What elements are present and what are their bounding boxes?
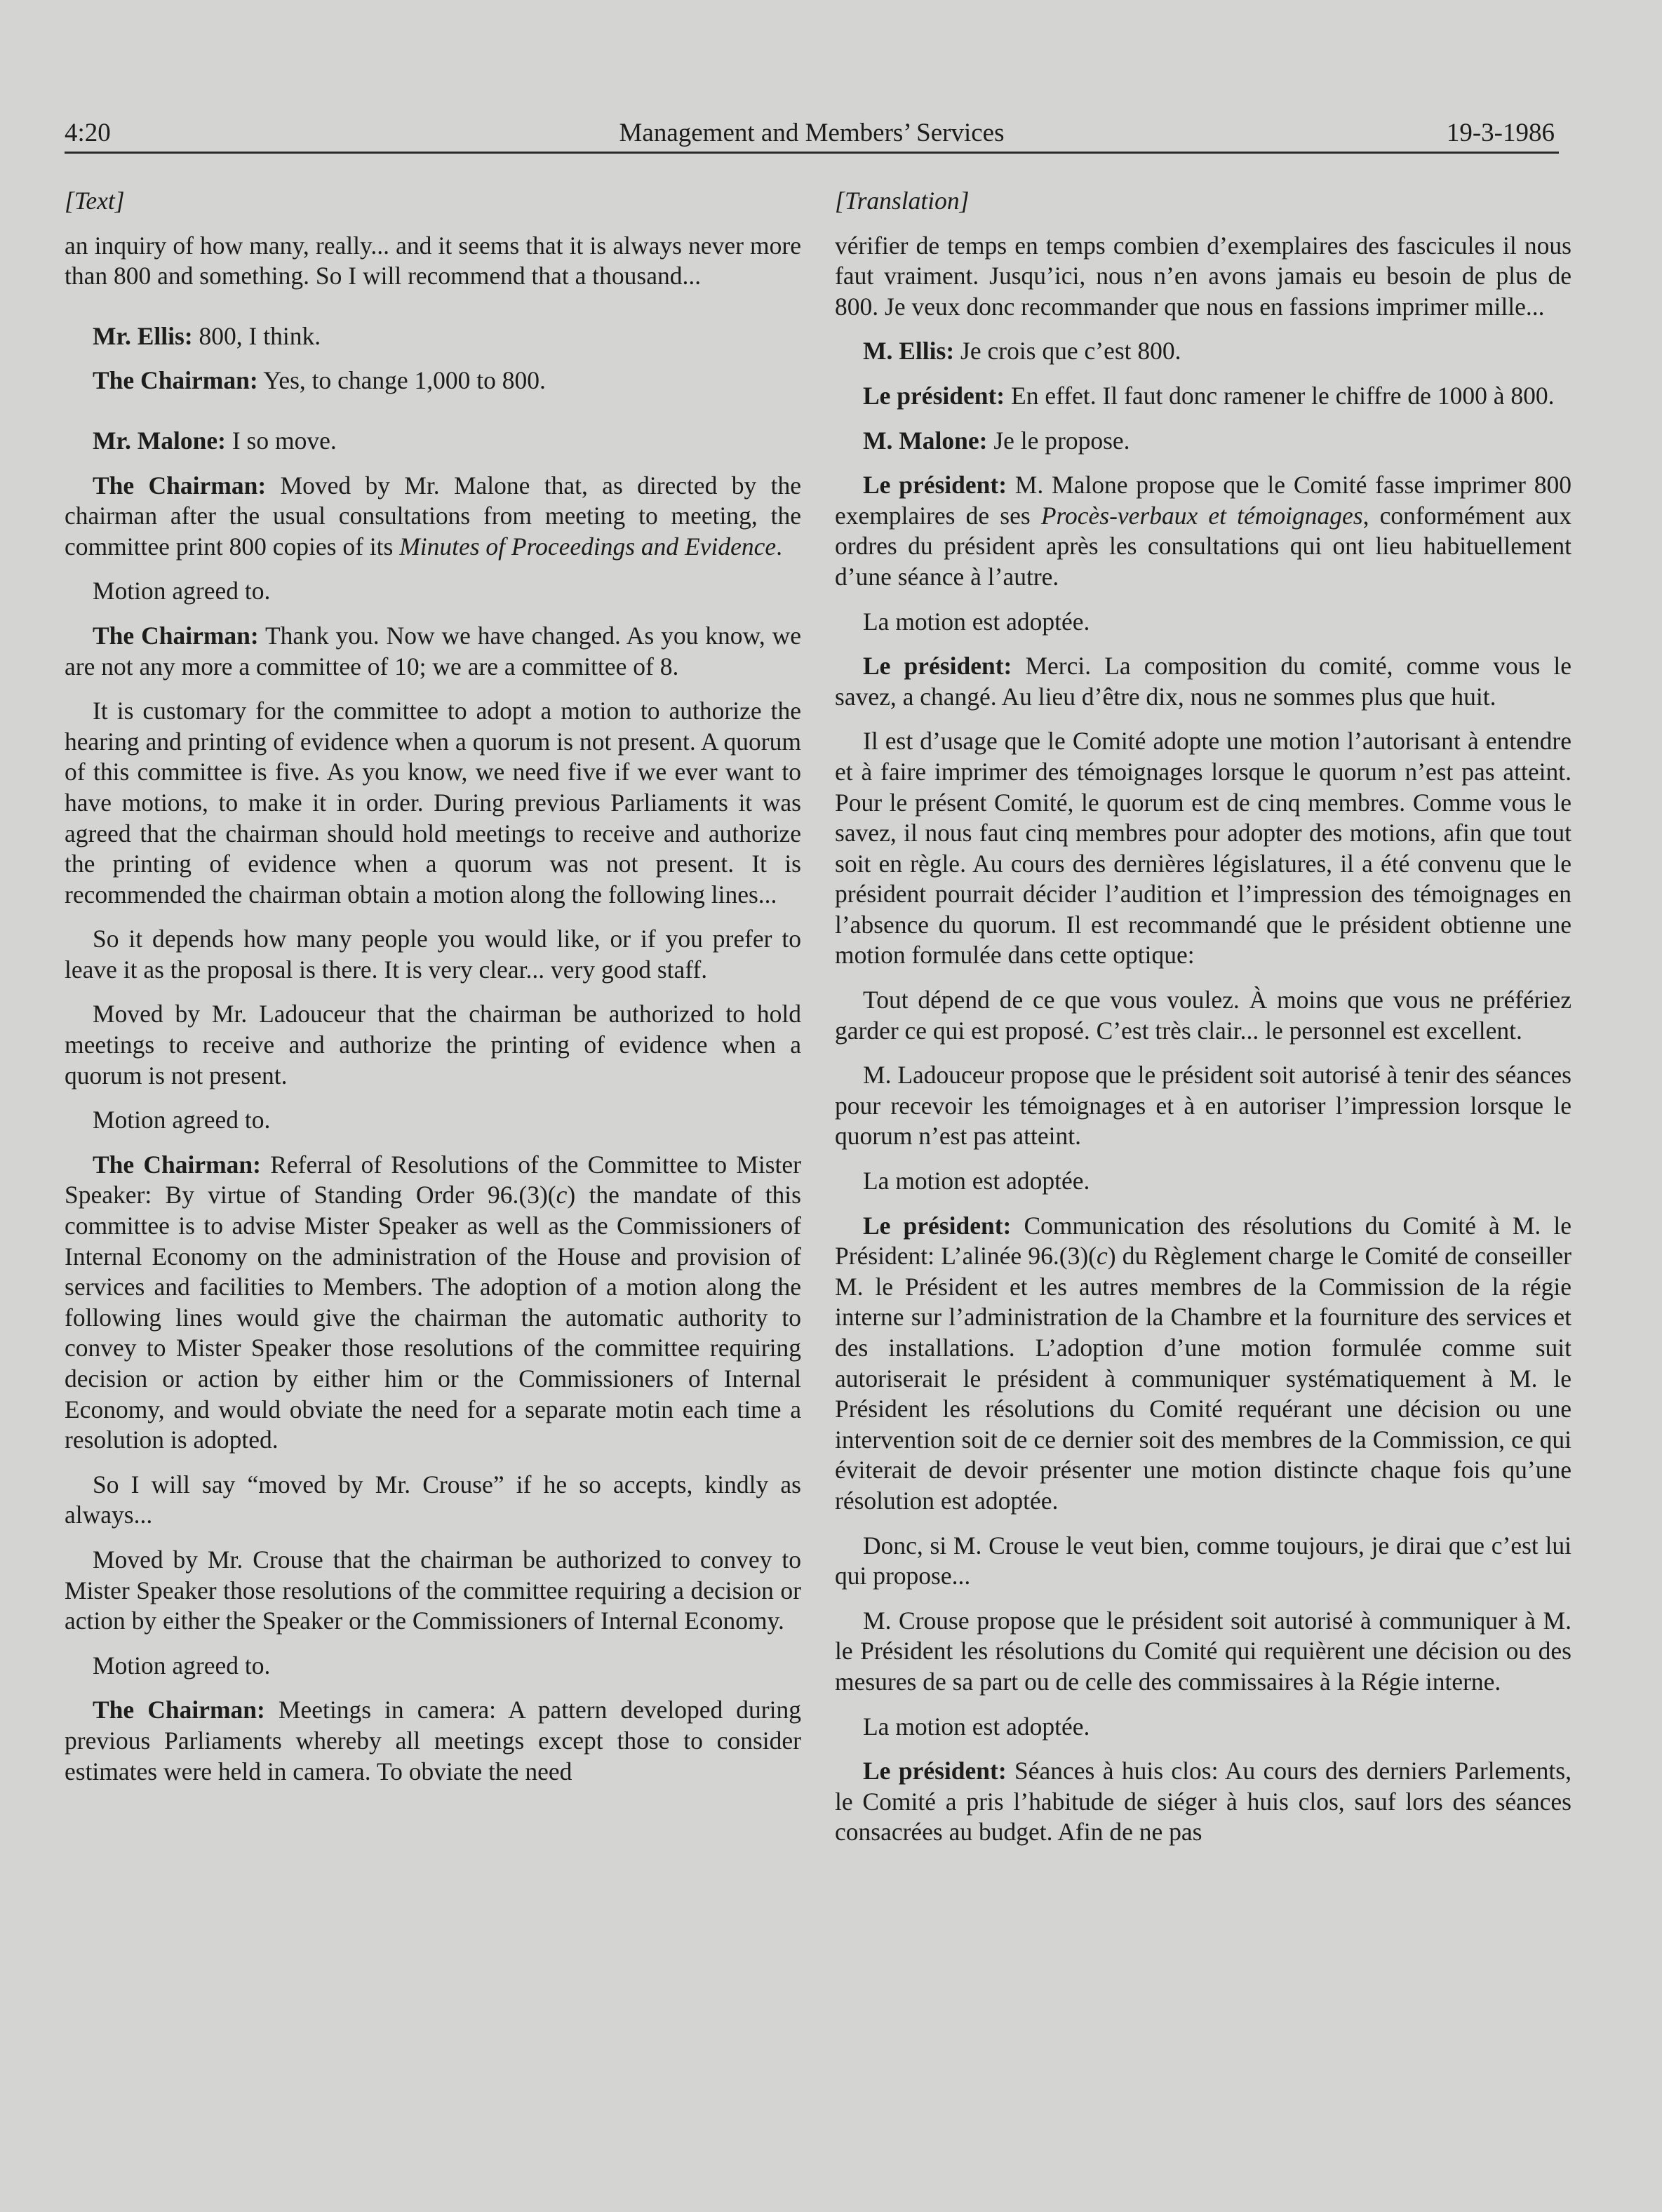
paragraph: Donc, si M. Crouse le veut bien, comme toujours, je dirai que c’est lui qui propose...	[835, 1531, 1571, 1590]
speaker-name: Mr. Ellis:	[93, 321, 193, 350]
column-heading: [Translation]	[835, 187, 970, 215]
paragraph: an inquiry of how many, really... and it seems that it is always never more than 800 and something. So I will recommend that a thousand...	[65, 231, 801, 290]
paragraph-text: M. Malone propose que le Comité fasse imprimer 800 exemplaires de ses	[835, 471, 1571, 530]
paragraph-text: Yes, to change 1,000 to 800.	[257, 366, 546, 395]
speaker-name: Le président:	[863, 652, 1012, 681]
page-number: 4:20	[65, 119, 111, 147]
paragraph-text: Je le propose.	[987, 426, 1130, 455]
document-title: Minutes of Proceedings and Evidence	[399, 532, 777, 561]
paragraph-text: Séances à huis clos: Au cours des derniers Parlements, le Comité a pris l’habitude de siéger à huis clos, sauf lors des séances consacrées au budget. Afin de ne pas	[835, 1757, 1571, 1846]
paragraph	[835, 1211, 1571, 1517]
paragraph: Moved by Mr. Crouse that the chairman be authorized to convey to Mister Speaker those resolutions of the committee requiring a decision or action by either the Speaker or the Commissioners of Internal Economy.	[65, 1545, 801, 1635]
speaker-name: Mr. Malone:	[93, 426, 226, 455]
paragraph: M. Crouse propose que le président soit autorisé à communiquer à M. le Président les résolutions du Comité qui requièrent une décision ou des mesures de sa part ou de celle des commissaires à la Régie interne.	[835, 1606, 1571, 1696]
motion-result: Motion agreed to.	[93, 1106, 271, 1134]
paragraph: Moved by Mr. Ladouceur that the chairman be authorized to hold meetings to receive and authorize the printing of evidence when a quorum is not present.	[65, 1000, 801, 1090]
paragraph-text: I so move.	[225, 426, 337, 455]
paragraph-text: , conformément aux ordres du président après les consultations qui ont lieu habituellement d’une séance à l’autre.	[835, 501, 1571, 591]
paragraph	[65, 1150, 801, 1456]
motion-result: La motion est adoptée.	[863, 607, 1090, 636]
header-date: 19-3-1986	[1446, 119, 1555, 147]
paragraph: vérifier de temps en temps combien d’exemplaires des fascicules il nous faut vraiment. Jusqu’ici, nous n’en avons jamais eu besoin de plus de 800. Je veux donc recommander que nous en fassions imprimer mille...	[835, 231, 1571, 321]
speaker-name: The Chairman:	[93, 1696, 265, 1724]
motion-result: Motion agreed to.	[93, 577, 271, 605]
heading-text: Translation	[844, 187, 960, 215]
paragraph	[65, 426, 801, 457]
paragraph	[835, 336, 1571, 367]
document-title: Procès-verbaux et témoignages	[1040, 501, 1363, 530]
paragraph	[835, 1756, 1571, 1848]
speaker-name: The Chairman:	[93, 621, 259, 650]
paragraph-text: ) du Règlement charge le Comité de conseiller M. le Président et les autres membres de la Commission de la régie interne sur l’administration de la Chambre et la fourniture des services et des installations. L’adoption d’une motion formulée comme suit autoriserait le président à communiquer systématiquement à M. le Président les résolutions du Comité requérant une décision ou une intervention soit de ce dernier soit des membres de la Commission, ce qui éviterait de devoir présenter une motion distincte chaque fois qu’une résolution est adoptée.	[835, 1242, 1571, 1515]
paragraph: Il est d’usage que le Comité adopte une motion l’autorisant à entendre et à faire imprimer des témoignages lorsque le quorum n’est pas atteint. Pour le présent Comité, le quorum est de cinq membres. Comme vous le savez, il nous faut cinq membres pour adopter des motions, afin que tout soit en règle. Au cours des dernières législatures, il a été convenu que le président pourrait décider l’audition et l’impression des témoignages en l’absence du quorum. Il est recommandé que le président obtienne une motion formulée dans cette optique:	[835, 727, 1571, 970]
paragraph	[65, 366, 801, 396]
speaker-name: Le président:	[863, 1211, 1012, 1240]
running-header	[65, 112, 1559, 154]
paragraph-text: Thank you. Now we have changed. As you know, we are not any more a committee of 10; we are a committee of 8.	[65, 621, 801, 681]
paragraph: So it depends how many people you would like, or if you prefer to leave it as the proposal is there. It is very clear... very good staff.	[65, 925, 801, 984]
paragraph-text: En effet. Il faut donc ramener le chiffre de 1000 à 800.	[1005, 381, 1555, 410]
paragraph: Tout dépend de ce que vous voulez. À moins que vous ne préfériez garder ce qui est proposé. C’est très clair... le personnel est excellent.	[835, 986, 1571, 1045]
speaker-name: Le président:	[863, 1757, 1007, 1785]
motion-result: La motion est adoptée.	[863, 1712, 1090, 1741]
motion-result: Motion agreed to.	[93, 1651, 271, 1680]
paragraph: M. Ladouceur propose que le président soit autorisé à tenir des séances pour recevoir les témoignages et à en autoriser l’impression lorsque le quorum n’est pas atteint.	[835, 1061, 1571, 1151]
speaker-name: Le président:	[863, 381, 1005, 410]
speaker-name: M. Malone:	[863, 426, 988, 455]
speaker-name: Le président:	[863, 471, 1007, 500]
english-column	[65, 186, 801, 1801]
paragraph-text: Je crois que c’est 800.	[954, 337, 1181, 366]
paragraph	[65, 1695, 801, 1787]
paragraph-text: 800, I think.	[192, 321, 321, 350]
speaker-name: The Chairman:	[93, 366, 258, 395]
paragraph: So I will say “moved by Mr. Crouse” if he so accepts, kindly as always...	[65, 1470, 801, 1529]
paragraph-text: .	[776, 532, 782, 561]
speaker-name: The Chairman:	[93, 471, 267, 500]
paragraph-text: ) the mandate of this committee is to advise Mister Speaker as well as the Commissioners of Internal Economy on the administration of the House and provision of services and facilities to Members. The adoption of a motion along the following lines would give the chairman the automatic authority to convey to Mister Speaker those resolutions of the committee requiring decision or action by either him or the Commissioners of Internal Economy, and would obviate the need for a separate motin each time a resolution is adopted.	[65, 1181, 801, 1454]
paragraph-text: Moved by Mr. Malone that, as directed by the chairman after the usual consultations from meeting to meeting, the committee print 800 copies of its	[65, 471, 801, 561]
paragraph	[65, 321, 801, 352]
paragraph	[835, 651, 1571, 712]
heading-text: Text	[74, 187, 115, 215]
clause-letter: c	[556, 1181, 568, 1209]
paragraph-text: Merci. La composition du comité, comme vous le savez, a changé. Au lieu d’être dix, nous ne sommes plus que huit.	[835, 652, 1571, 711]
paragraph	[65, 471, 801, 563]
speaker-name: The Chairman:	[93, 1150, 262, 1179]
paragraph-text: Referral of Resolutions of the Committee to Mister Speaker: By virtue of Standing Order 96.(3)(	[65, 1150, 801, 1209]
motion-result: La motion est adoptée.	[863, 1167, 1090, 1195]
speaker-name: M. Ellis:	[863, 337, 955, 366]
paragraph	[835, 381, 1571, 412]
header-rule	[65, 152, 1559, 154]
paragraph-text: Meetings in camera: A pattern developed during previous Parliaments whereby all meetings except those to consider estimates were held in camera. To obviate the need	[65, 1696, 801, 1785]
paragraph	[835, 470, 1571, 592]
french-column	[835, 186, 1571, 1862]
column-heading: [Text]	[65, 187, 125, 215]
paragraph-text: Communication des résolutions du Comité à M. le Président: L’alinée 96.(3)(	[835, 1211, 1571, 1271]
paragraph	[835, 426, 1571, 457]
clause-letter: c	[1097, 1242, 1108, 1271]
publication-title: Management and Members’ Services	[619, 119, 1005, 147]
paragraph: It is customary for the committee to adopt a motion to authorize the hearing and printing of evidence when a quorum is not present. A quorum of this committee is five. As you know, we need five if we ever want to have motions, to make it in order. During previous Parliaments it was agreed that the chairman should hold meetings to receive and authorize the printing of evidence when a quorum was not present. It is recommended the chairman obtain a motion along the following lines...	[65, 697, 801, 909]
paragraph	[65, 621, 801, 682]
